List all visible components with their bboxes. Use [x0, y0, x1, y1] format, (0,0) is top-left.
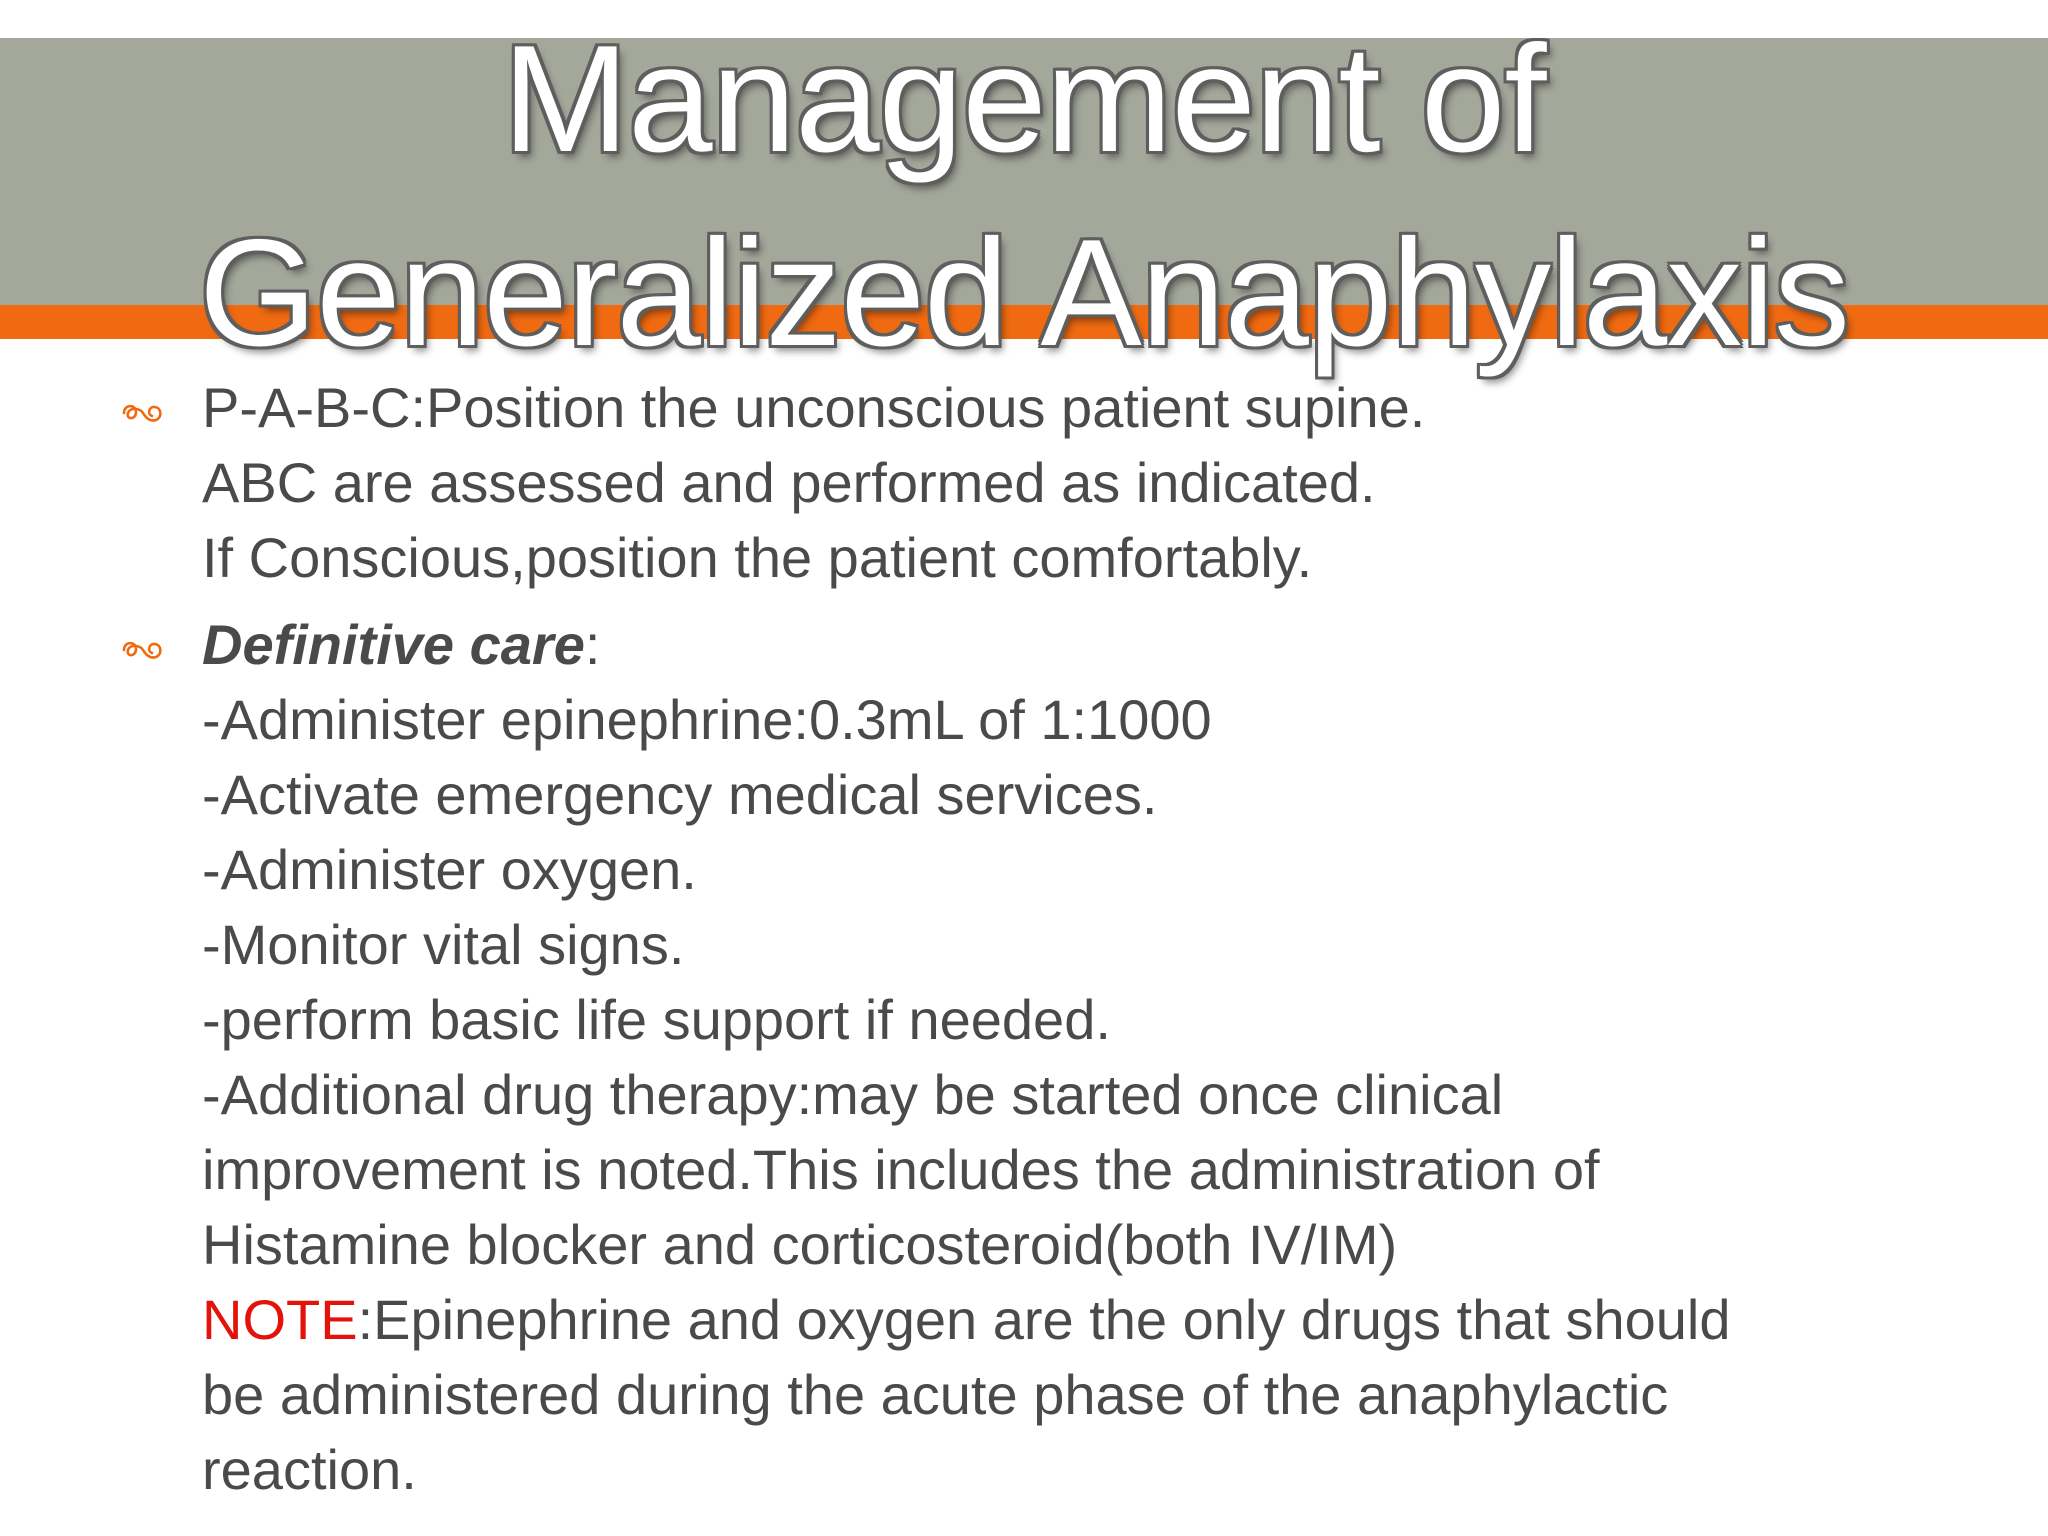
slide-title: [0, 2, 2048, 390]
note-line: reaction.: [202, 1438, 417, 1501]
note-label: NOTE: [202, 1288, 358, 1351]
bullet-line: If Conscious,position the patient comfortably.: [202, 526, 1313, 589]
bullet-line: improvement is noted.This includes the administration of: [202, 1138, 1600, 1201]
bullet-line: -Additional drug therapy:may be started once clinical: [202, 1063, 1504, 1126]
bullet-line: -Monitor vital signs.: [202, 913, 685, 976]
bullet-line: -perform basic life support if needed.: [202, 988, 1111, 1051]
swirl-bullet-icon: [120, 400, 166, 426]
bullet-line: -Activate emergency medical services.: [202, 763, 1158, 826]
note-line: [202, 1282, 2000, 1357]
slide-title-line-1: Management of: [502, 14, 1546, 184]
bullet-definitive-care: [120, 607, 2000, 1507]
note-line: be administered during the acute phase of the anaphylactic: [202, 1363, 1669, 1426]
bullet-line: Histamine blocker and corticosteroid(both IV/IM): [202, 1213, 1398, 1276]
bullet-line: -Administer epinephrine:0.3mL of 1:1000: [202, 688, 1212, 751]
bullet-line: P-A-B-C:Position the unconscious patient supine.: [202, 376, 1426, 439]
definitive-care-heading: [202, 607, 2000, 682]
slide-title-line-2: Generalized Anaphylaxis: [198, 208, 1850, 378]
definitive-care-term: Definitive care: [202, 613, 585, 676]
note-text: :Epinephrine and oxygen are the only drugs that should: [357, 1288, 1731, 1351]
slide-content: [120, 370, 2000, 1507]
bullet-line: ABC are assessed and performed as indicated.: [202, 451, 1376, 514]
bullet-line: -Administer oxygen.: [202, 838, 697, 901]
bullet-pabc: [120, 370, 2000, 595]
definitive-care-colon: :: [584, 613, 601, 676]
swirl-bullet-icon: [120, 637, 166, 663]
